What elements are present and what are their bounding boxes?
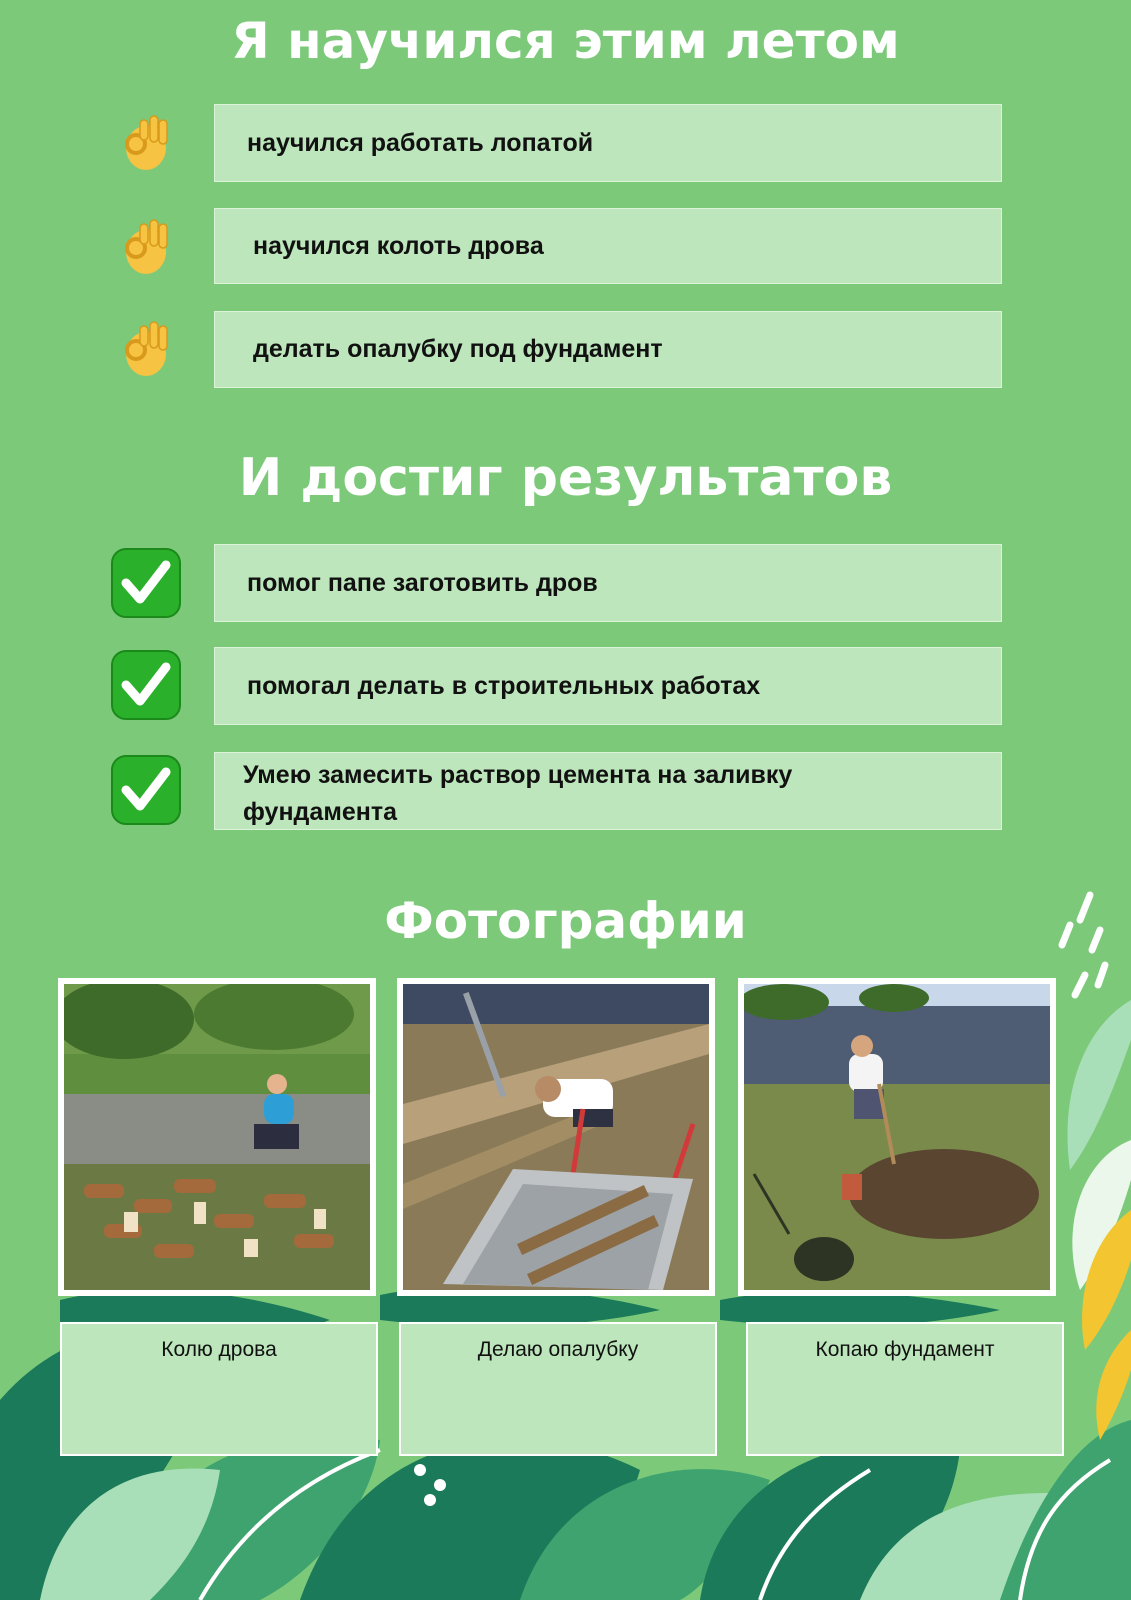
photo-caption: Делаю опалубку [399,1322,717,1456]
leaf-dot [424,1494,436,1506]
photos-title: Фотографии [384,892,747,950]
results-item: Умею замесить раствор цемента на заливку фундамента [214,752,1002,830]
ok-hand-icon [110,106,182,178]
learned-item: делать опалубку под фундамент [214,311,1002,388]
results-title: И достиг результатов [238,448,893,508]
photo-formwork [397,978,715,1296]
check-mark-icon [110,547,182,619]
results-item: помог папе заготовить дров [214,544,1002,622]
results-item: помогал делать в строительных работах [214,647,1002,725]
check-mark-icon [110,649,182,721]
leaf-shape [1068,1000,1131,1170]
check-mark-icon [110,754,182,826]
learned-item: научился работать лопатой [214,104,1002,182]
leaf-stroke [1075,975,1085,995]
learned-title: Я научился этим летом [231,12,900,70]
leaf-dot [434,1479,446,1491]
leaf-dot [414,1464,426,1476]
learned-item: научился колоть дрова [214,208,1002,284]
photo-caption: Копаю фундамент [746,1322,1064,1456]
leaf-stroke [1098,965,1105,985]
photo-digging [738,978,1056,1296]
ok-hand-icon [110,210,182,282]
photo-chopping-wood [58,978,376,1296]
ok-hand-icon [110,312,182,384]
photo-caption: Колю дрова [60,1322,378,1456]
